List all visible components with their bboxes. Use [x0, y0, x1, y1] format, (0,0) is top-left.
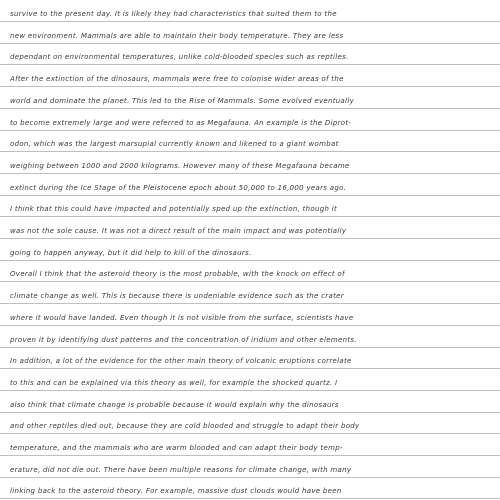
handwritten-line: After the extinction of the dinosaurs, mammals were free to colonise wider areas of the: [10, 75, 344, 83]
handwritten-line: survive to the present day. It is likely they had characteristics that suited them to the: [10, 10, 337, 18]
handwritten-line: dependant on environmental temperatures, unlike cold-blooded species such as reptiles.: [10, 53, 349, 61]
handwritten-line: I think that this could have impacted and potentially sped up the extinction, though it: [10, 205, 338, 213]
handwritten-line: In addition, a lot of the evidence for the other main theory of volcanic eruptions correlate: [10, 357, 352, 365]
handwritten-line: linking back to the asteroid theory. For example, massive dust clouds would have been: [10, 487, 342, 495]
handwritten-line: to this and can be explained via this theory as well, for example the shocked quartz. I: [10, 379, 338, 387]
handwritten-line: where it would have landed. Even though it is not visible from the surface, scientists have: [10, 314, 354, 322]
handwritten-line: extinct during the Ice Stage of the Pleistocene epoch about 50,000 to 16,000 years ago.: [10, 184, 347, 192]
handwritten-line: was not the sole cause. It was not a direct result of the main impact and was potentially: [10, 227, 347, 235]
handwritten-line: erature, did not die out. There have been multiple reasons for climate change, with many: [10, 466, 352, 474]
handwritten-line: and other reptiles died out, because they are cold blooded and struggle to adapt their body: [10, 422, 360, 430]
handwritten-line: new environment. Mammals are able to maintain their body temperature. They are less: [10, 32, 344, 40]
handwritten-line: temperature, and the mammals who are warm blooded and can adapt their body temp-: [10, 444, 343, 452]
handwritten-line: proven it by identifying dust patterns and the concentration of iridium and other elements.: [10, 336, 357, 344]
handwritten-line: odon, which was the largest marsupial currently known and likened to a giant wombat: [10, 140, 339, 148]
handwritten-line: going to happen anyway, but it did help to kill of the dinosaurs.: [10, 249, 252, 257]
handwritten-line: world and dominate the planet. This led to the Rise of Mammals. Some evolved eventually: [10, 97, 355, 105]
handwritten-line: also think that climate change is probable because it would explain why the dinosaurs: [10, 401, 339, 409]
handwritten-line: to become extremely large and were referred to as Megafauna. An example is the Diprot-: [10, 119, 352, 127]
handwritten-line: Overall I think that the asteroid theory is the most probable, with the knock on effect of: [10, 270, 345, 278]
handwritten-line: climate change as well. This is because there is undeniable evidence such as the crater: [10, 292, 344, 300]
handwritten-line: weighing between 1000 and 2000 kilograms. However many of these Megafauna became: [10, 162, 350, 170]
